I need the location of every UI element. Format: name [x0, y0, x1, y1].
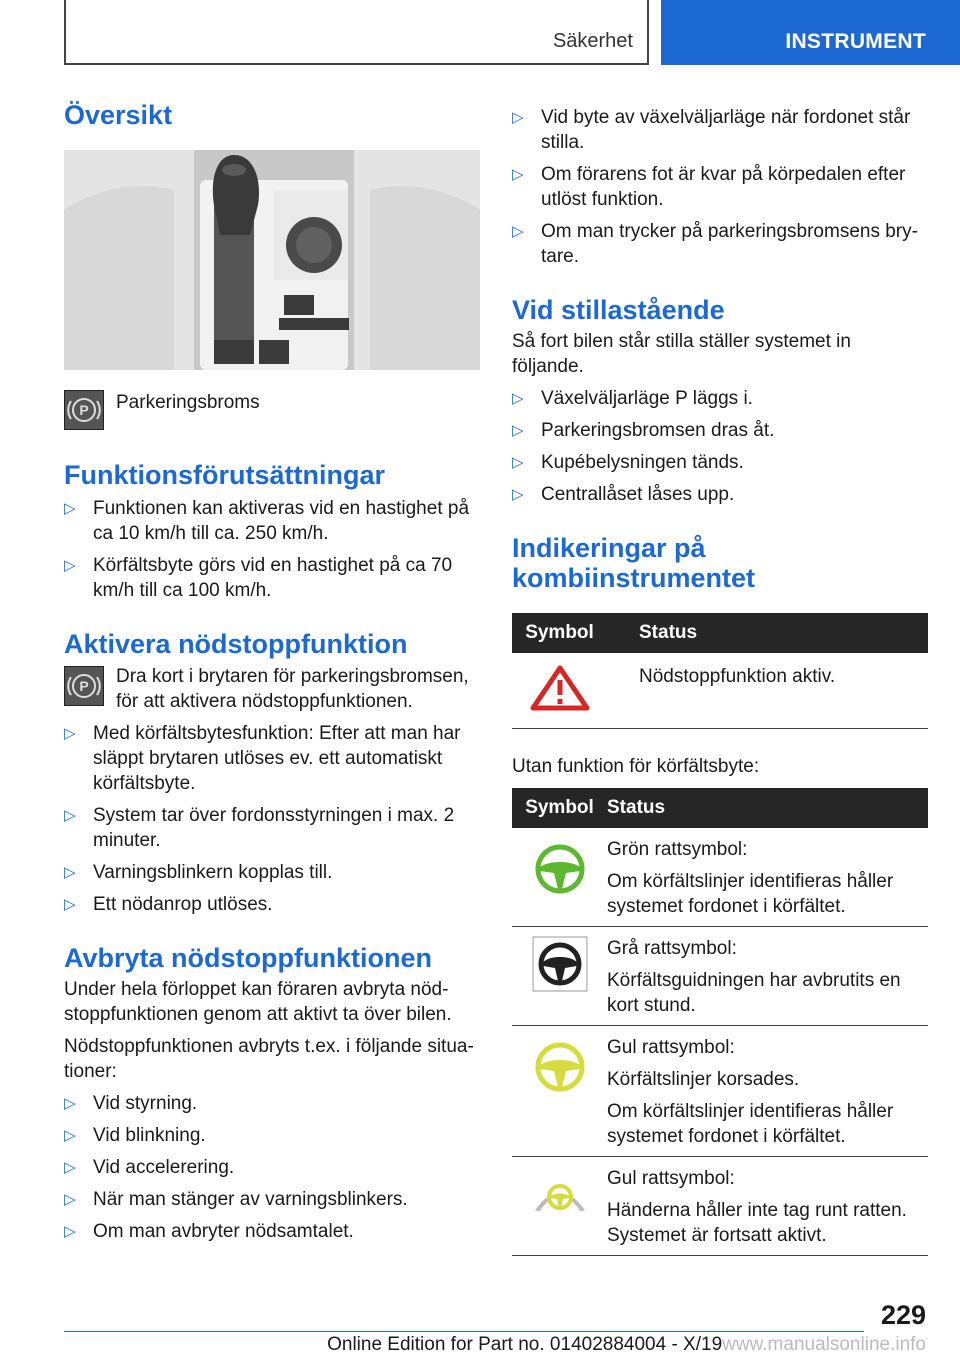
list-item: ▷ Centrallåset låses upp. — [512, 482, 928, 507]
status-cell — [607, 828, 928, 927]
activate-list — [64, 721, 480, 917]
status-title: Grå rattsymbol: — [607, 937, 737, 959]
parking-brake-icon — [64, 666, 104, 706]
status-line: Om körfältslinjer identifieras håller systemet fordonet i körfältet. — [607, 1100, 894, 1147]
table-header-row — [512, 788, 928, 828]
status-cell — [607, 1156, 928, 1255]
list-item: ▷ Om man trycker på parkeringsbromsens brytare. — [512, 219, 928, 269]
table-row — [512, 1025, 928, 1156]
table-header-status: Status — [607, 613, 928, 653]
list-item: ▷ Växelväljarläge P läggs i. — [512, 386, 928, 411]
status-cell — [607, 1025, 928, 1156]
list-item: ▷ Vid styrning. — [64, 1091, 480, 1116]
status-cell — [607, 653, 928, 728]
list-item: ▷ Kupébelysningen tänds. — [512, 450, 928, 475]
list-item: ▷ Om man avbryter nödsamtalet. — [64, 1219, 480, 1244]
list-item: ▷ Körfältsbyte görs vid en hastighet på ca 70 km/h till ca 100 km/h. — [64, 553, 480, 603]
warning-triangle-icon — [530, 665, 590, 711]
grey-steering-wheel-icon — [532, 936, 588, 992]
indications-heading: Indikeringar på kombiinstrumentet — [512, 533, 756, 593]
list-item: ▷ Varningsblinkern kopplas till. — [64, 860, 480, 885]
symbol-cell — [512, 828, 607, 927]
overview-heading: Översikt — [64, 100, 173, 130]
page-number: 229 — [880, 1300, 926, 1330]
status-title: Gul rattsymbol: — [607, 1036, 735, 1058]
right-column — [512, 105, 928, 1256]
parking-brake-icon — [64, 390, 104, 430]
gear-console-photo — [64, 150, 480, 370]
symbol-cell — [512, 653, 607, 728]
table-row — [512, 653, 928, 728]
indications-table — [512, 613, 928, 729]
svg-text:P: P — [79, 402, 89, 418]
footer-site-watermark: www.manualsonline.info — [722, 1334, 926, 1355]
parking-brake-row — [64, 390, 480, 430]
list-item: ▷ Funktionen kan aktiveras vid en hastighet på ca 10 km/h till ca. 250 km/h. — [64, 496, 480, 546]
list-item: ▷ Ett nödanrop utlöses. — [64, 892, 480, 917]
svg-text:P: P — [79, 678, 89, 694]
parking-brake-label: Parkeringsbroms — [116, 392, 260, 413]
symbol-cell — [512, 1156, 607, 1255]
list-item: ▷ System tar över fordonsstyrningen i max. 2 minuter. — [64, 803, 480, 853]
status-line: Om körfältslinjer identifieras håller systemet fordonet i körfältet. — [607, 870, 894, 917]
footer-divider — [64, 1331, 864, 1332]
status-title: Gul rattsymbol: — [607, 1167, 735, 1189]
list-item: ▷ Parkeringsbromsen dras åt. — [512, 418, 928, 443]
table-header-symbol: Symbol — [512, 613, 607, 653]
steering-symbols-table — [512, 788, 928, 1256]
standstill-heading: Vid stillastående — [512, 295, 725, 325]
status-cell — [607, 926, 928, 1025]
list-item: ▷ När man stänger av varningsblinkers. — [64, 1187, 480, 1212]
footer-edition — [64, 1334, 926, 1356]
activate-text: Dra kort i brytaren för parkeringsbromsen, för att aktivera nödstoppfunktionen. — [116, 666, 469, 712]
header-section-label: Säkerhet — [552, 30, 633, 52]
yellow-steering-wheel-icon — [532, 1039, 588, 1095]
header-section-tab — [64, 0, 649, 65]
footer-edition-text: Online Edition for Part no. 01402884004 - X/19 — [327, 1334, 723, 1355]
activate-heading: Aktivera nödstoppfunktion — [64, 629, 408, 659]
prereq-list — [64, 496, 480, 603]
green-steering-wheel-icon — [532, 841, 588, 897]
table-row — [512, 1156, 928, 1255]
table-row — [512, 828, 928, 927]
standstill-text: Så fort bilen står stilla ställer systemet in följande. — [512, 331, 851, 377]
status-text: Nödstoppfunktion aktiv. — [639, 666, 836, 687]
list-item: ▷ Om förarens fot är kvar på körpedalen efter utlöst funktion. — [512, 162, 928, 212]
cancel-paragraph-1: Under hela förloppet kan föraren avbryta nödstoppfunktionen genom att aktivt ta över bilen. — [64, 979, 452, 1025]
prereq-heading: Funktionsförutsättningar — [64, 460, 385, 490]
list-item: ▷ Med körfältsbytesfunktion: Efter att man har släppt brytaren utlöses ev. ett automatiskt körfältsbyte. — [64, 721, 480, 796]
symbol-cell — [512, 926, 607, 1025]
status-title: Grön rattsymbol: — [607, 838, 748, 860]
symbol-cell — [512, 1025, 607, 1156]
status-line: Händerna håller inte tag runt ratten. Systemet är fortsatt aktivt. — [607, 1199, 907, 1246]
header-chapter-label: INSTRUMENT — [785, 30, 926, 53]
cancel-list — [64, 1091, 480, 1244]
activate-row — [64, 664, 480, 714]
table-header-status: Status — [607, 788, 928, 828]
cancel-situations-list — [512, 105, 928, 269]
table-header-row — [512, 613, 928, 653]
status-line: Körfältsguidningen har avbrutits en kort stund. — [607, 969, 901, 1016]
list-item: ▷ Vid byte av växelväljarläge när fordonet står stilla. — [512, 105, 928, 155]
left-column — [64, 100, 480, 1244]
hands-off-steering-wheel-icon — [532, 1177, 588, 1217]
table-header-symbol: Symbol — [512, 788, 607, 828]
list-item: ▷ Vid blinkning. — [64, 1123, 480, 1148]
cancel-heading: Avbryta nödstoppfunktionen — [64, 943, 432, 973]
table-row — [512, 926, 928, 1025]
list-item: ▷ Vid accelerering. — [64, 1155, 480, 1180]
without-lane-change-text: Utan funktion för körfältsbyte: — [512, 755, 760, 777]
cancel-paragraph-2: Nödstoppfunktionen avbryts t.ex. i följande situationer: — [64, 1036, 474, 1082]
standstill-list — [512, 386, 928, 507]
header-chapter-tab — [661, 0, 960, 65]
status-line: Körfältslinjer korsades. — [607, 1068, 800, 1090]
